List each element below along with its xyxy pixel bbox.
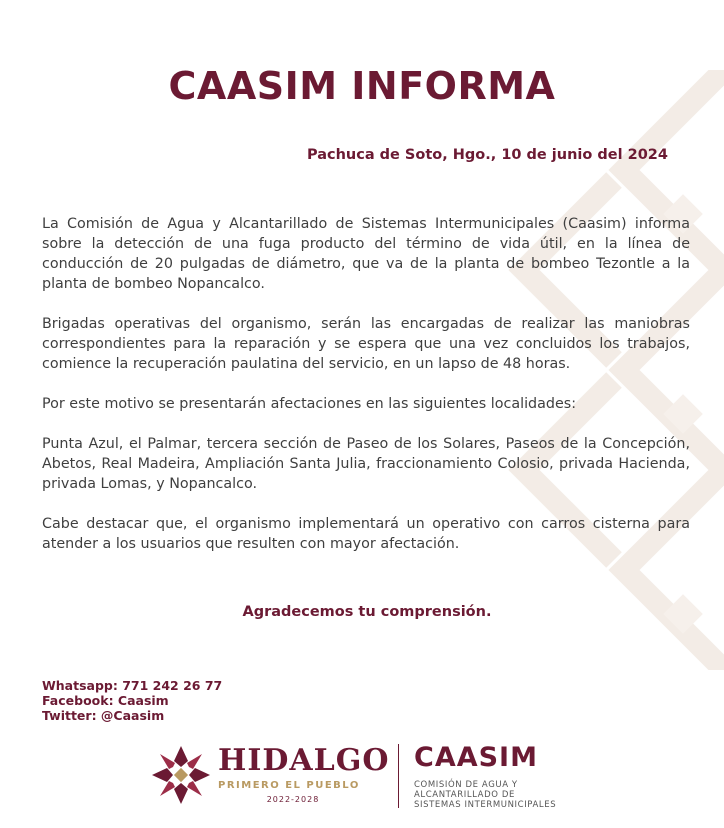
caasim-subtitle: [414, 780, 556, 810]
hidalgo-name: HIDALGO: [218, 743, 390, 778]
thanks-line: Agradecemos tu comprensión.: [242, 604, 492, 620]
contact-info: [42, 678, 222, 723]
hidalgo-motto: PRIMERO EL PUEBLO: [218, 780, 360, 791]
logo-divider: [398, 744, 399, 808]
facebook-contact: Facebook: Caasim: [42, 693, 169, 708]
dateline: Pachuca de Soto, Hgo., 10 de junio del 2024: [306, 147, 668, 163]
caasim-subtitle-line: ALCANTARILLADO DE: [414, 790, 515, 800]
document-body: [42, 214, 690, 574]
paragraph: Brigadas operativas del organismo, serán las encargadas de realizar las maniobras correspondientes para la reparación y se espera que una vez concluidos los trabajos, comience la recuperación paulatina del servicio, en un lapso de 48 horas.: [42, 316, 690, 372]
twitter-contact: Twitter: @Caasim: [42, 708, 165, 723]
footer-logos: [150, 738, 590, 818]
paragraph: La Comisión de Agua y Alcantarillado de Sistemas Intermunicipales (Caasim) informa sobre la detección de una fuga producto del término de vida útil, en la línea de conducción de 20 pulgadas de diámetro, que va de la planta de bombeo Tezontle a la planta de bombeo Nopancalco.: [42, 216, 690, 292]
caasim-subtitle-line: SISTEMAS INTERMUNICIPALES: [414, 800, 557, 810]
paragraph: Por este motivo se presentarán afectaciones en las siguientes localidades:: [42, 396, 577, 412]
paragraph: Punta Azul, el Palmar, tercera sección de Paseo de los Solares, Paseos de la Concepción, Abetos, Real Madeira, Ampliación Santa Julia, fraccionamiento Colosio, privada Hacienda, privada Lomas, y Nopancalco.: [42, 436, 690, 492]
hidalgo-star-icon: [150, 744, 212, 806]
page-title: CAASIM INFORMA: [168, 64, 556, 108]
whatsapp-contact: Whatsapp: 771 242 26 77: [42, 678, 223, 693]
hidalgo-years: 2022-2028: [266, 795, 320, 804]
paragraph: Cabe destacar que, el organismo implementará un operativo con carros cisterna para atender a los usuarios que resulten con mayor afectación.: [42, 516, 690, 552]
caasim-name: CAASIM: [414, 742, 538, 773]
caasim-subtitle-line: COMISIÓN DE AGUA Y: [414, 780, 518, 790]
